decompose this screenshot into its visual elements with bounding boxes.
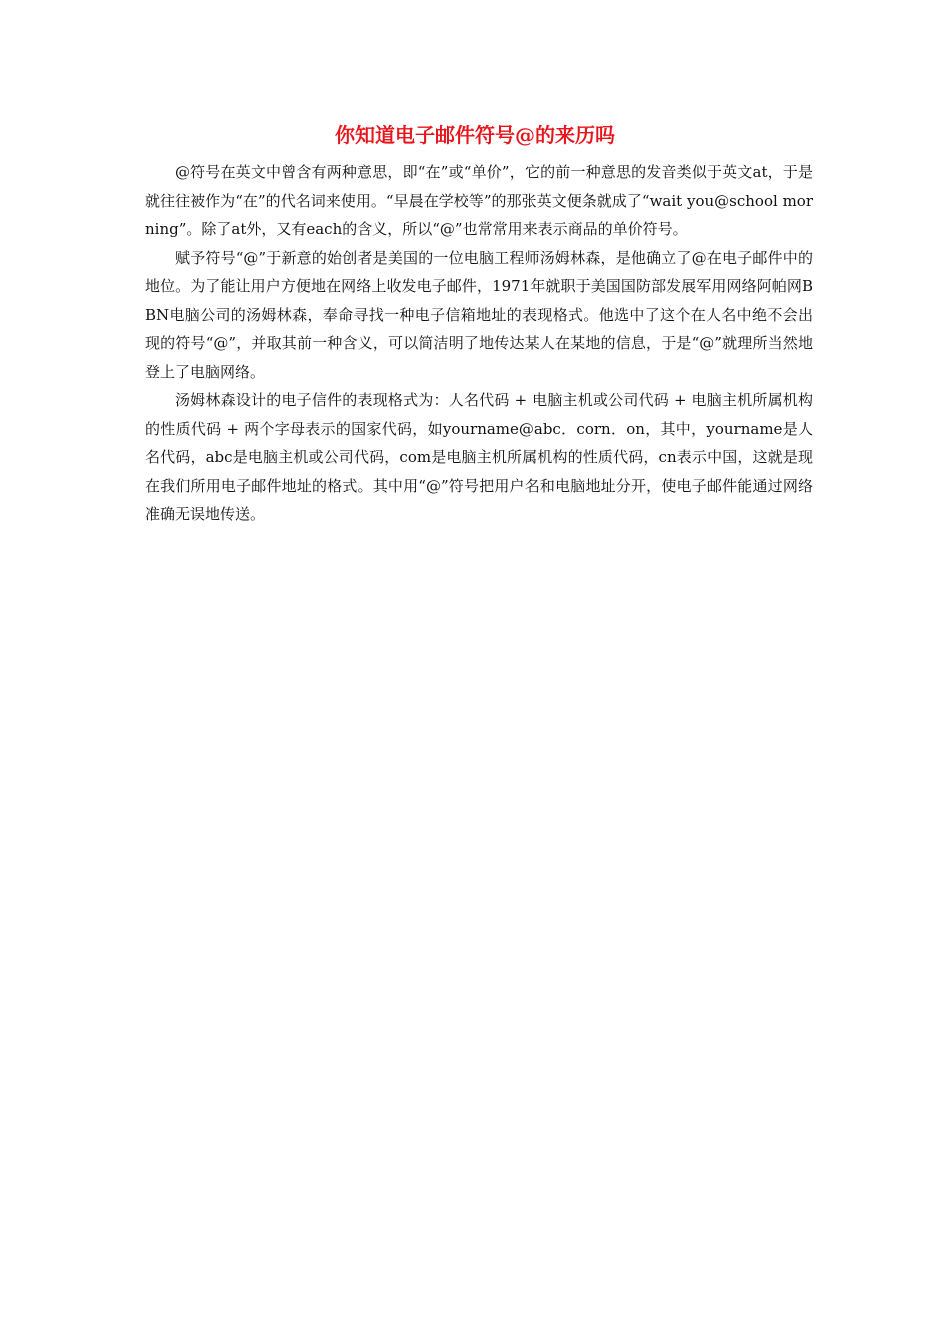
paragraph-format: 汤姆林森设计的电子信件的表现格式为：人名代码 + 电脑主机或公司代码 + 电脑主机所属机构的性质代码 + 两个字母表示的国家代码，如yourname@abc．corn．on，其中，yourname是人名代码，abc是电脑主机或公司代码，com是电脑主机所属机构的性质代码，cn表示中国，这就是现在我们所用电子邮件地址的格式。其中用“@”符号把用户名和电脑地址分开，使电子邮件能通过网络准确无误地传送。	[145, 391, 813, 523]
document-body	[145, 158, 813, 529]
document-title: 你知道电子邮件符号@的来历吗	[335, 123, 615, 147]
paragraph-tomlinson: 赋予符号“@”于新意的始创者是美国的一位电脑工程师汤姆林森，是他确立了@在电子邮件中的地位。为了能让用户方便地在网络上收发电子邮件，1971年就职于美国国防部发展军用网络阿帕网BBN电脑公司的汤姆林森，奉命寻找一种电子信箱地址的表现格式。他选中了这个在人名中绝不会出现的符号“@”，并取其前一种含义，可以简洁明了地传达某人在某地的信息，于是“@”就理所当然地登上了电脑网络。	[145, 248, 813, 381]
paragraph-origin: @符号在英文中曾含有两种意思，即“在”或“单价”，它的前一种意思的发音类似于英文at，于是就往往被作为“在”的代名词来使用。“早晨在学校等”的那张英文便条就成了“wait you@school morning”。除了at外，又有each的含义，所以“@”也常常用来表示商品的单价符号。	[145, 163, 813, 238]
